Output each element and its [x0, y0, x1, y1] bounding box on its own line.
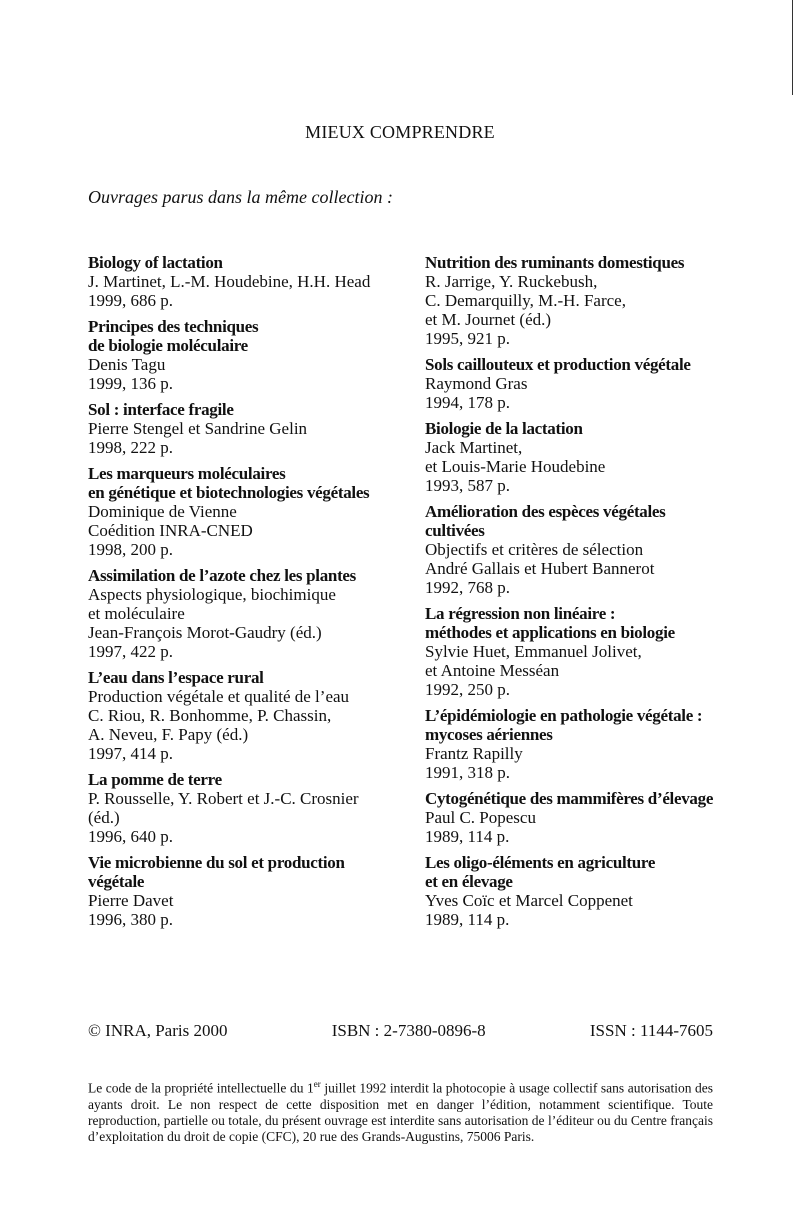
book-title: et en élevage: [425, 872, 513, 891]
book-detail: André Gallais et Hubert Bannerot: [425, 559, 655, 578]
copyright-notice: [88, 1076, 713, 1145]
book-detail: Jack Martinet,: [425, 438, 523, 457]
book-detail: Frantz Rapilly: [425, 744, 523, 763]
publication-info: [88, 1021, 713, 1041]
book-title: méthodes et applications en biologie: [425, 623, 675, 642]
book-detail: A. Neveu, F. Papy (éd.): [88, 725, 249, 744]
book-detail: Denis Tagu: [88, 355, 166, 374]
book-detail: et moléculaire: [88, 604, 185, 623]
book-title: L’épidémiologie en pathologie végétale :: [425, 706, 703, 725]
book-title: Les oligo-éléments en agriculture: [425, 853, 656, 872]
book-detail: 1992, 250 p.: [425, 680, 510, 699]
book-title: Biologie de la lactation: [425, 419, 583, 438]
book-detail: Pierre Davet: [88, 891, 174, 910]
book-detail: 1995, 921 p.: [425, 329, 510, 348]
book-detail: 1994, 178 p.: [425, 393, 510, 412]
isbn: ISBN : 2-7380-0896-8: [331, 1021, 486, 1040]
book-detail: Sylvie Huet, Emmanuel Jolivet,: [425, 642, 642, 661]
book-detail: Jean-François Morot-Gaudry (éd.): [88, 623, 322, 642]
book-detail: 1998, 222 p.: [88, 438, 173, 457]
book-detail: C. Demarquilly, M.-H. Farce,: [425, 291, 626, 310]
book-title: végétale: [88, 872, 145, 891]
book-detail: 1999, 136 p.: [88, 374, 173, 393]
book-title: en génétique et biotechnologies végétales: [88, 483, 370, 502]
book-title: Nutrition des ruminants domestiques: [425, 253, 685, 272]
book-detail: C. Riou, R. Bonhomme, P. Chassin,: [88, 706, 332, 725]
book-title: Amélioration des espèces végétales: [425, 502, 666, 521]
book-detail: (éd.): [88, 808, 120, 827]
book-list-left: [88, 253, 428, 936]
book-detail: J. Martinet, L.-M. Houdebine, H.H. Head: [88, 272, 371, 291]
book-entry: [425, 502, 765, 597]
book-detail: Raymond Gras: [425, 374, 528, 393]
book-entry: [88, 253, 428, 310]
notice-text-rest: juillet 1992 interdit la photocopie à usage collectif sans autorisation des ayants droit. Le non respect de cette disposition met en danger l’édition, notamment scientifique. Toute reproduction, partielle ou totale, du présent ouvrage est interdite sans autorisation de l’éditeur ou du Centre français d’exploitation du droit de copie (CFC), 20 rue des Grands-Augustins, 75006 Paris.: [88, 1080, 713, 1144]
book-entry: [88, 566, 428, 661]
book-entry: [425, 853, 765, 929]
page-edge-rule: [792, 0, 793, 95]
book-entry: [425, 604, 765, 699]
book-title: Cytogénétique des mammifères d’élevage: [425, 789, 714, 808]
book-entry: [425, 419, 765, 495]
book-detail: 1996, 380 p.: [88, 910, 173, 929]
book-detail: 1996, 640 p.: [88, 827, 173, 846]
book-title: Biology of lactation: [88, 253, 223, 272]
book-detail: Objectifs et critères de sélection: [425, 540, 644, 559]
copyright: © INRA, Paris 2000: [88, 1021, 228, 1040]
book-detail: Dominique de Vienne: [88, 502, 237, 521]
book-detail: Pierre Stengel et Sandrine Gelin: [88, 419, 308, 438]
book-detail: 1989, 114 p.: [425, 910, 510, 929]
book-detail: 1989, 114 p.: [425, 827, 510, 846]
book-detail: 1997, 422 p.: [88, 642, 173, 661]
book-detail: 1991, 318 p.: [425, 763, 510, 782]
book-title: Principes des techniques: [88, 317, 259, 336]
book-detail: Coédition INRA-CNED: [88, 521, 253, 540]
book-entry: [88, 668, 428, 763]
book-entry: [88, 400, 428, 457]
book-entry: [88, 853, 428, 929]
book-title: La régression non linéaire :: [425, 604, 616, 623]
notice-text-start: Le code de la propriété intellectuelle du 1: [88, 1080, 314, 1096]
book-entry: [425, 706, 765, 782]
book-entry: [88, 317, 428, 393]
book-title: de biologie moléculaire: [88, 336, 248, 355]
book-title: cultivées: [425, 521, 485, 540]
book-detail: Yves Coïc et Marcel Coppenet: [425, 891, 633, 910]
book-entry: [425, 789, 765, 846]
book-detail: et Antoine Messéan: [425, 661, 560, 680]
issn: ISSN : 1144-7605: [589, 1021, 713, 1040]
book-detail: R. Jarrige, Y. Ruckebush,: [425, 272, 598, 291]
collection-intro: Ouvrages parus dans la même collection :: [88, 187, 393, 207]
book-title: Sols caillouteux et production végétale: [425, 355, 691, 374]
book-title: La pomme de terre: [88, 770, 222, 789]
book-detail: 1993, 587 p.: [425, 476, 510, 495]
book-title: Assimilation de l’azote chez les plantes: [88, 566, 356, 585]
book-detail: 1992, 768 p.: [425, 578, 510, 597]
book-detail: 1999, 686 p.: [88, 291, 173, 310]
series-title: MIEUX COMPRENDRE: [305, 122, 495, 142]
book-entry: [425, 253, 765, 348]
book-title: Sol : interface fragile: [88, 400, 234, 419]
book-list-right: [425, 253, 765, 936]
book-detail: 1997, 414 p.: [88, 744, 173, 763]
book-detail: et Louis-Marie Houdebine: [425, 457, 606, 476]
book-title: mycoses aériennes: [425, 725, 553, 744]
book-detail: P. Rousselle, Y. Robert et J.-C. Crosnier: [88, 789, 359, 808]
book-title: Les marqueurs moléculaires: [88, 464, 286, 483]
book-detail: Aspects physiologique, biochimique: [88, 585, 336, 604]
book-entry: [425, 355, 765, 412]
book-entry: [88, 770, 428, 846]
book-entry: [88, 464, 428, 559]
book-detail: Production végétale et qualité de l’eau: [88, 687, 350, 706]
book-title: Vie microbienne du sol et production: [88, 853, 345, 872]
book-detail: 1998, 200 p.: [88, 540, 173, 559]
book-detail: et M. Journet (éd.): [425, 310, 552, 329]
book-title: L’eau dans l’espace rural: [88, 668, 264, 687]
book-detail: Paul C. Popescu: [425, 808, 536, 827]
notice-superscript: er: [313, 1079, 321, 1089]
